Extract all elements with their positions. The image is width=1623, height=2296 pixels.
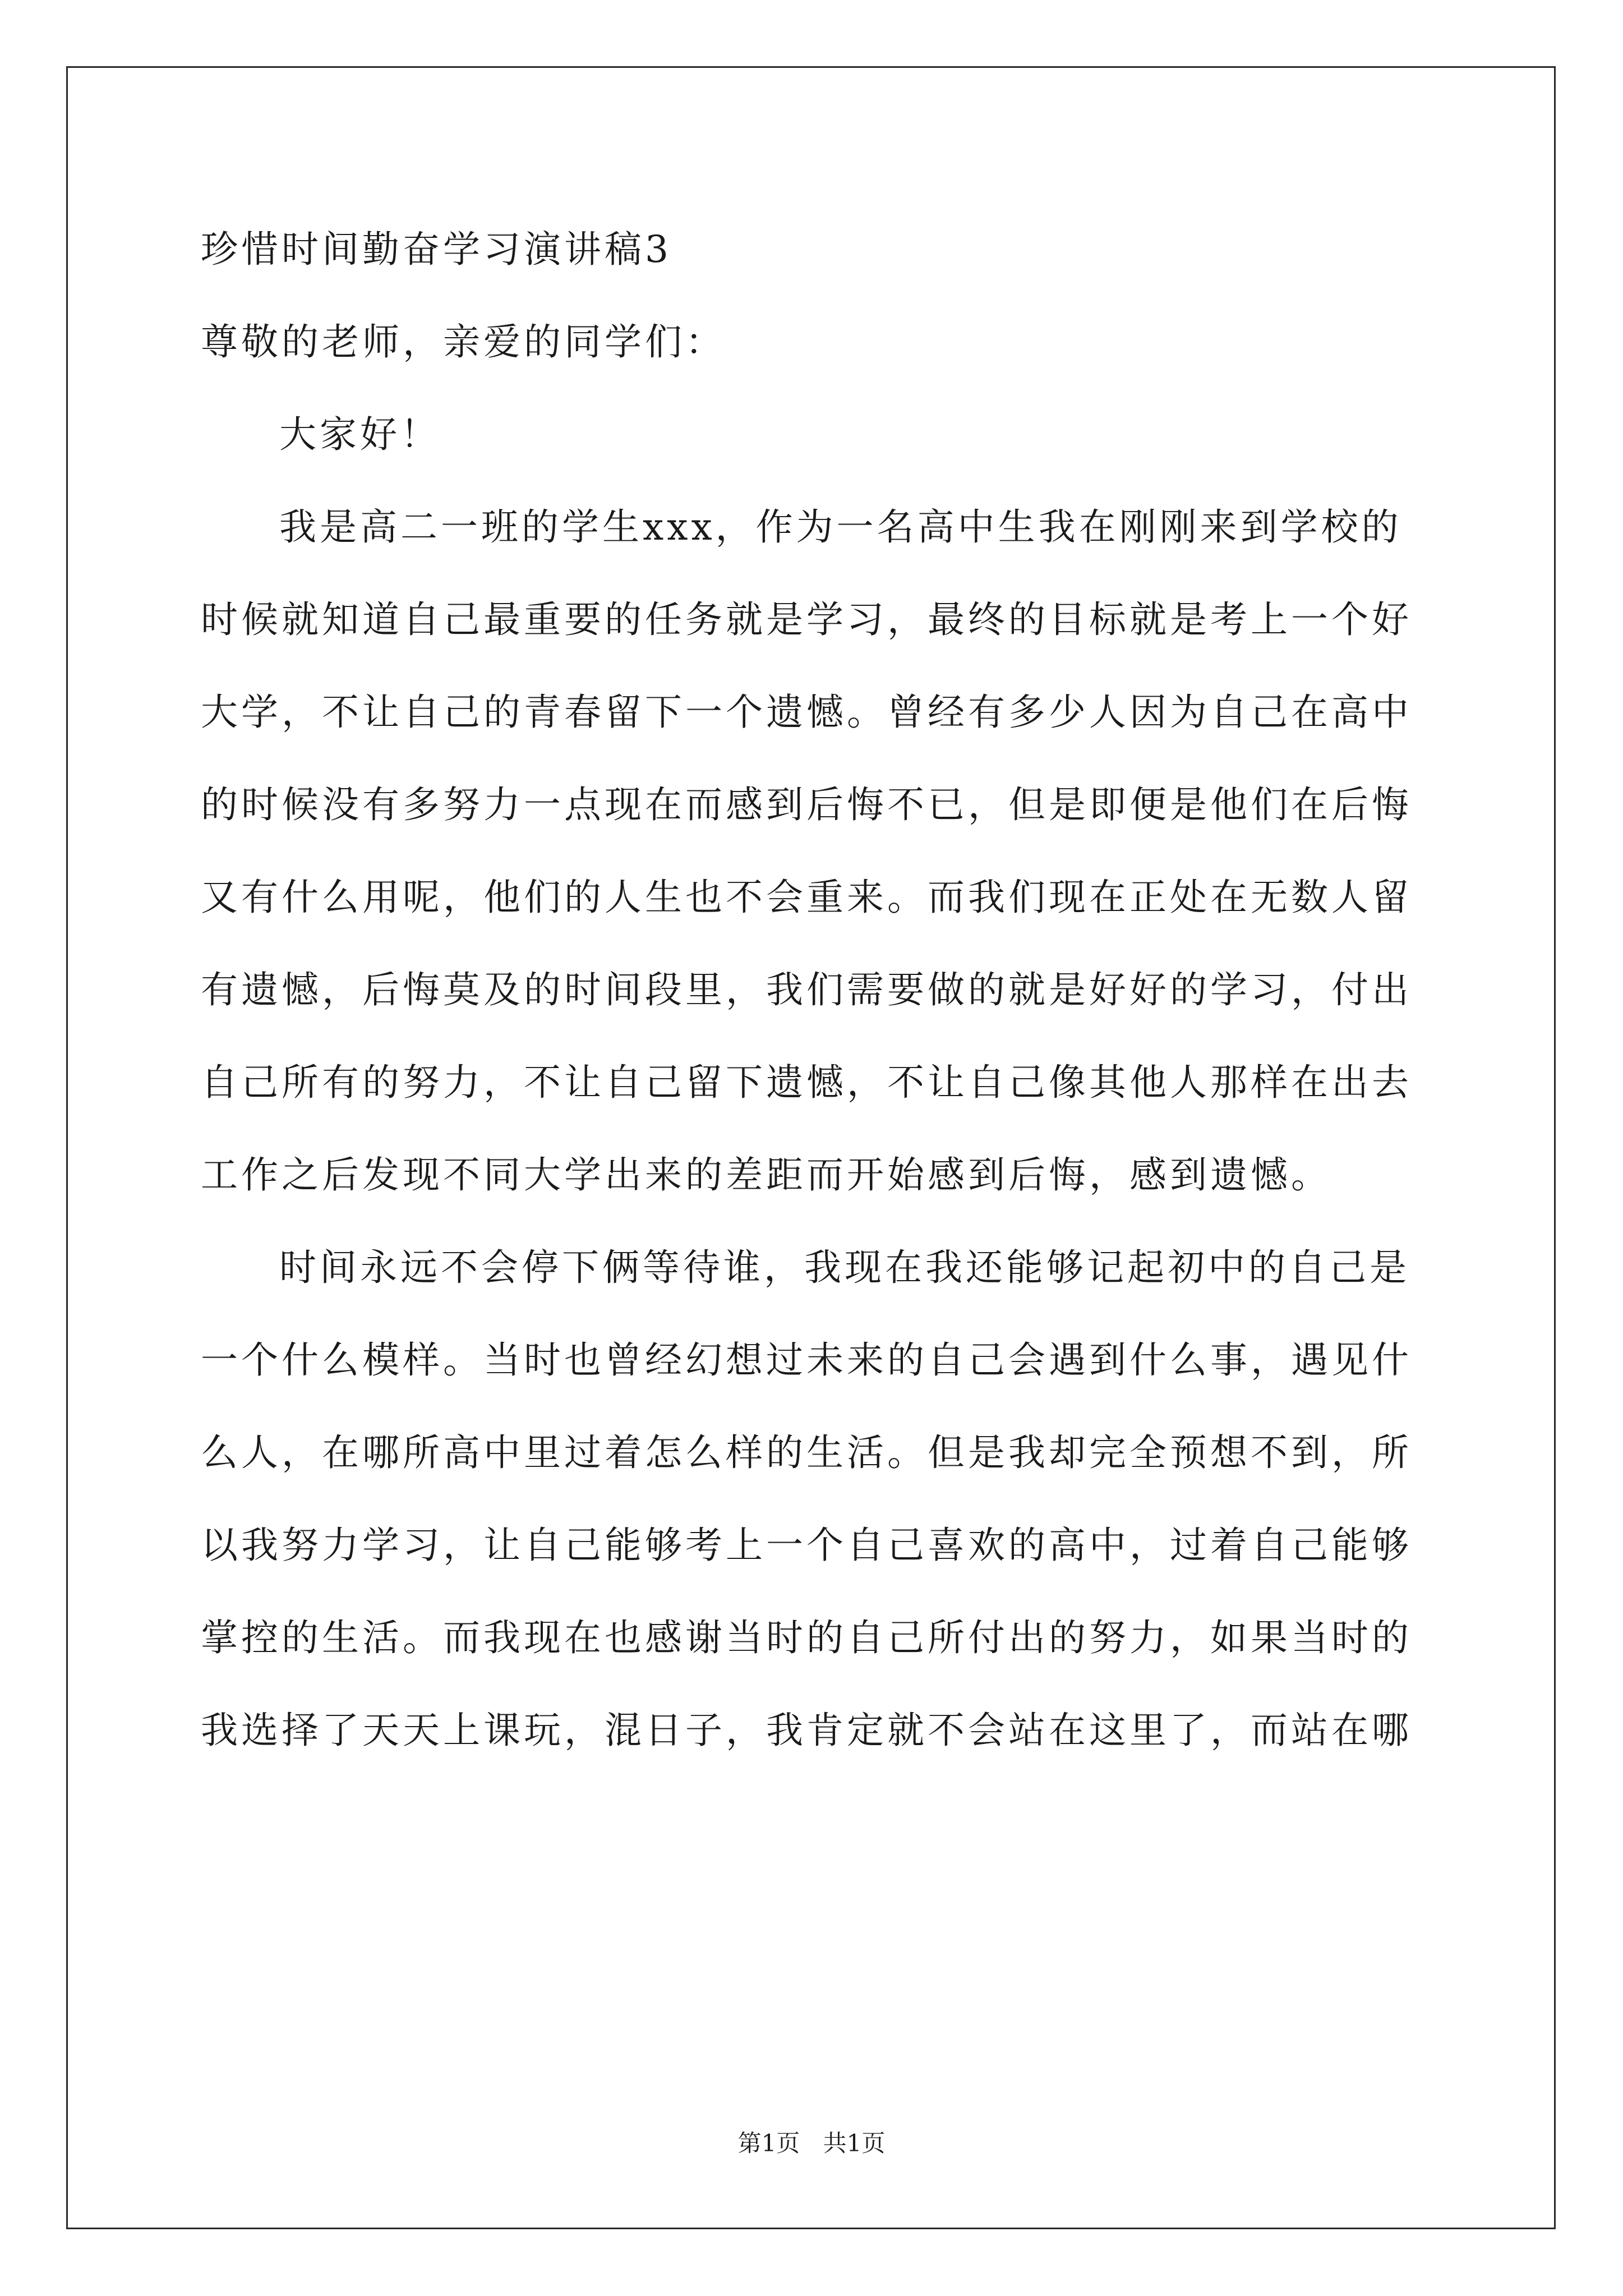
paragraph1-line: 工作之后发现不同大学出来的差距而开始感到后悔，感到遗憾。 <box>201 1153 1331 1197</box>
paragraph1-line: 我是高二一班的学生xxx，作为一名高中生我在刚刚来到学校的 <box>279 505 1402 549</box>
paragraph2-line: 以我努力学习，让自己能够考上一个自己喜欢的高中，过着自己能够 <box>201 1524 1412 1567</box>
page-border <box>66 66 1556 2229</box>
paragraph2-line: 我选择了天天上课玩，混日子，我肯定就不会站在这里了，而站在哪 <box>201 1709 1412 1752</box>
paragraph1-line: 的时候没有多努力一点现在而感到后悔不已，但是即便是他们在后悔 <box>201 783 1412 826</box>
paragraph2-line: 一个什么模样。当时也曾经幻想过未来的自己会遇到什么事，遇见什 <box>201 1338 1412 1382</box>
paragraph1-line: 自己所有的努力，不让自己留下遗憾，不让自己像其他人那样在出去 <box>201 1061 1412 1104</box>
greeting: 大家好！ <box>279 413 441 456</box>
salutation: 尊敬的老师，亲爱的同学们： <box>201 320 726 364</box>
paragraph1-line: 时候就知道自己最重要的任务就是学习，最终的目标就是考上一个好 <box>201 598 1412 641</box>
paragraph1-line: 又有什么用呢，他们的人生也不会重来。而我们现在正处在无数人留 <box>201 876 1412 919</box>
paragraph1-line: 大学，不让自己的青春留下一个遗憾。曾经有多少人因为自己在高中 <box>201 691 1412 734</box>
paragraph2-line: 时间永远不会停下俩等待谁，我现在我还能够记起初中的自己是 <box>279 1246 1410 1289</box>
paragraph2-line: 掌控的生活。而我现在也感谢当时的自己所付出的努力，如果当时的 <box>201 1616 1412 1659</box>
page-footer <box>0 2129 1623 2157</box>
page-number: 第1页 <box>737 2129 800 2157</box>
paragraph1-line: 有遗憾，后悔莫及的时间段里，我们需要做的就是好好的学习，付出 <box>201 968 1412 1011</box>
document-title: 珍惜时间勤奋学习演讲稿3 <box>201 228 672 271</box>
page-total: 共1页 <box>823 2129 886 2157</box>
paragraph2-line: 么人，在哪所高中里过着怎么样的生活。但是我却完全预想不到，所 <box>201 1431 1412 1474</box>
